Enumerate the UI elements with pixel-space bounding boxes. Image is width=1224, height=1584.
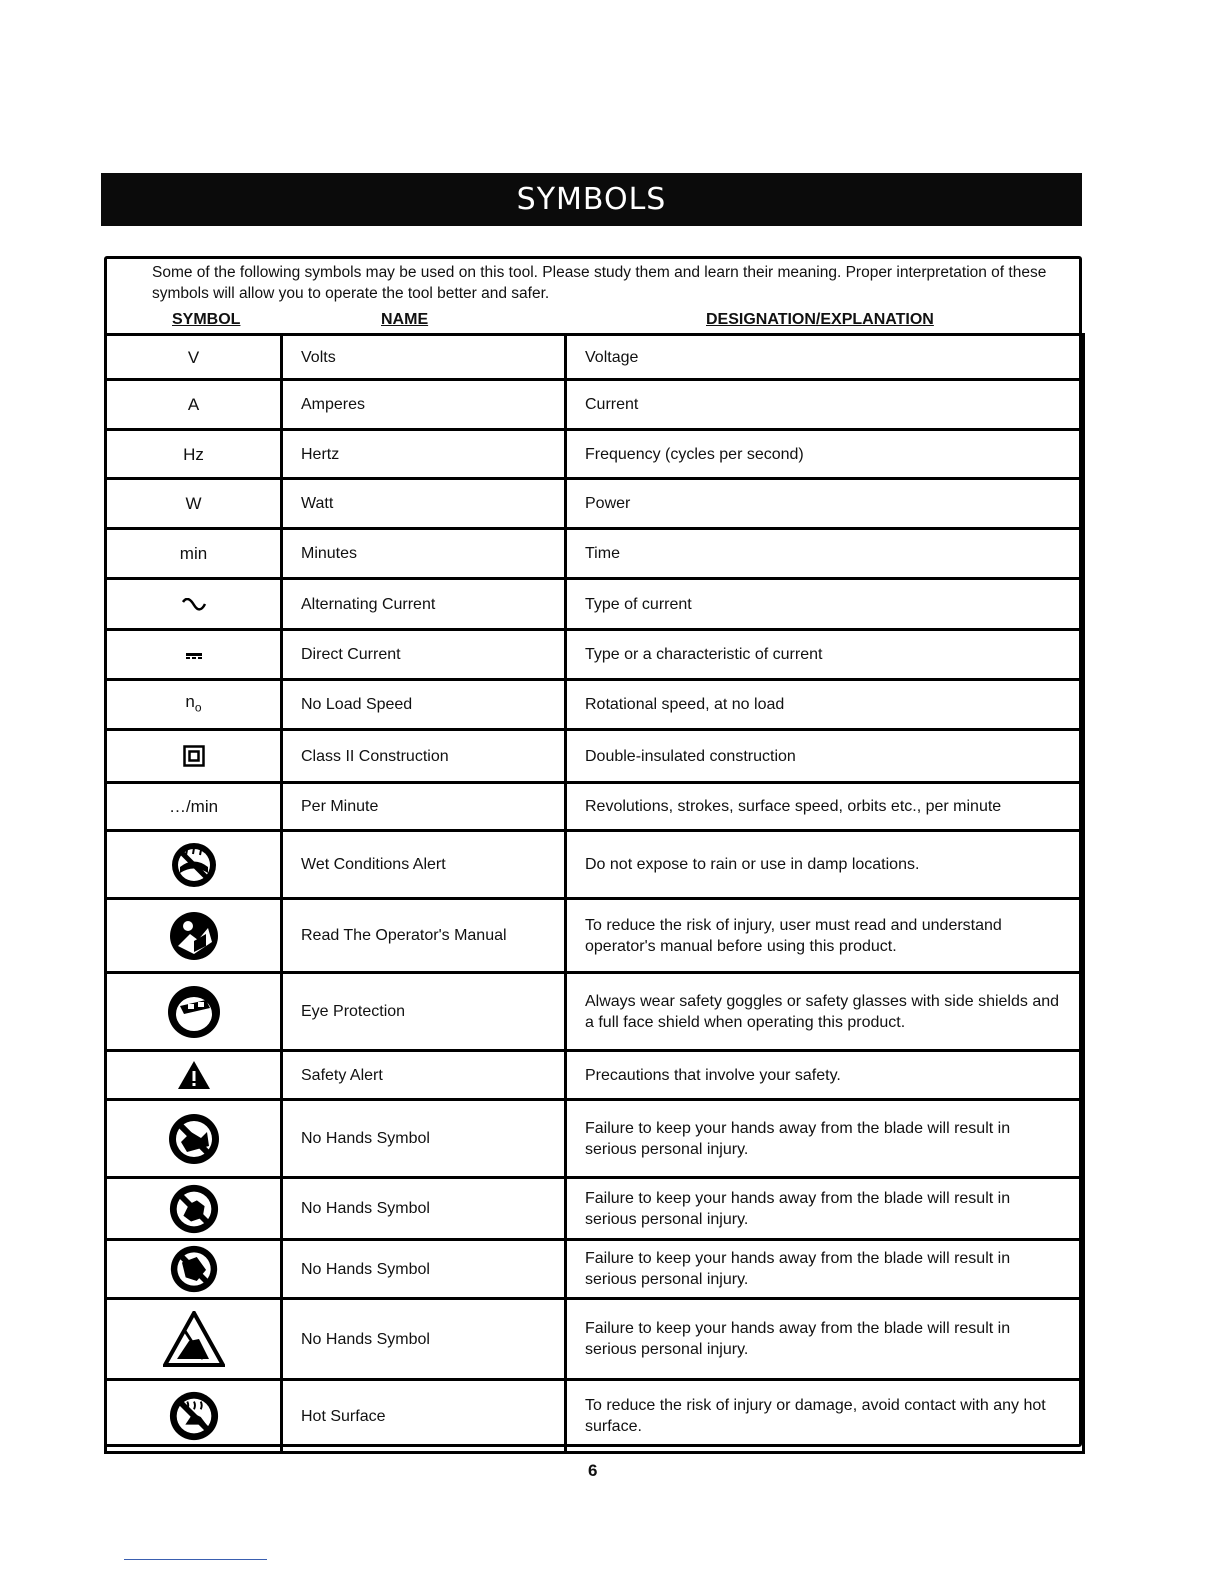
direct-current-icon — [186, 652, 202, 660]
name-cell: Amperes — [282, 380, 566, 430]
explanation-cell: To reduce the risk of injury or damage, avoid contact with any hot surface. — [566, 1380, 1084, 1453]
explanation-cell: Always wear safety goggles or safety glasses with side shields and a full face shield when operating this product. — [566, 973, 1084, 1051]
symbol-cell — [106, 973, 282, 1051]
explanation-cell: Voltage — [566, 335, 1084, 380]
symbol-cell: Hz — [106, 430, 282, 479]
name-cell: Hertz — [282, 430, 566, 479]
explanation-cell: Frequency (cycles per second) — [566, 430, 1084, 479]
table-row — [106, 831, 1084, 899]
wet-conditions-icon — [169, 840, 219, 890]
symbols-table — [104, 333, 1085, 1454]
name-cell: Wet Conditions Alert — [282, 831, 566, 899]
symbol-cell: …/min — [106, 783, 282, 831]
header-explanation: DESIGNATION/EXPLANATION — [706, 311, 934, 328]
explanation-cell: Failure to keep your hands away from the blade will result in serious personal injury. — [566, 1240, 1084, 1299]
page-number: 6 — [588, 1461, 598, 1480]
table-row — [106, 479, 1084, 529]
symbol-cell: W — [106, 479, 282, 529]
symbol-cell — [106, 831, 282, 899]
explanation-cell: Failure to keep your hands away from the blade will result in serious personal injury. — [566, 1299, 1084, 1380]
name-cell: No Hands Symbol — [282, 1178, 566, 1240]
explanation-cell: Precautions that involve your safety. — [566, 1051, 1084, 1100]
table-row — [106, 1240, 1084, 1299]
explanation-cell: Revolutions, strokes, surface speed, orbits etc., per minute — [566, 783, 1084, 831]
name-cell: Eye Protection — [282, 973, 566, 1051]
no-hands-warning-triangle-icon — [163, 1311, 225, 1367]
symbol-cell: A — [106, 380, 282, 430]
name-cell: Per Minute — [282, 783, 566, 831]
explanation-cell: To reduce the risk of injury, user must read and understand operator's manual before using this product. — [566, 899, 1084, 973]
no-hands-icon — [168, 1183, 220, 1235]
no-hands-icon — [169, 1244, 219, 1294]
explanation-cell: Time — [566, 529, 1084, 579]
name-cell: Watt — [282, 479, 566, 529]
no-hands-icon — [167, 1112, 221, 1166]
table-row — [106, 1299, 1084, 1380]
explanation-cell: Current — [566, 380, 1084, 430]
symbol-cell — [106, 1380, 282, 1453]
header-name: NAME — [381, 311, 429, 328]
table-row — [106, 630, 1084, 680]
name-cell: Alternating Current — [282, 579, 566, 630]
name-cell: Hot Surface — [282, 1380, 566, 1453]
symbol-cell — [106, 680, 282, 730]
explanation-cell: Double-insulated construction — [566, 730, 1084, 783]
symbol-cell: V — [106, 335, 282, 380]
name-cell: Class II Construction — [282, 730, 566, 783]
table-row — [106, 579, 1084, 630]
symbol-cell — [106, 1299, 282, 1380]
name-cell: No Hands Symbol — [282, 1299, 566, 1380]
table-row — [106, 380, 1084, 430]
symbol-cell — [106, 630, 282, 680]
symbol-cell — [106, 1240, 282, 1299]
explanation-cell: Type or a characteristic of current — [566, 630, 1084, 680]
table-row — [106, 783, 1084, 831]
header-symbol: SYMBOL — [172, 311, 241, 328]
symbol-cell — [106, 730, 282, 783]
eye-protection-icon — [166, 984, 222, 1040]
safety-alert-icon — [177, 1060, 211, 1090]
symbol-cell — [106, 579, 282, 630]
explanation-cell: Do not expose to rain or use in damp locations. — [566, 831, 1084, 899]
symbol-cell — [106, 1051, 282, 1100]
table-row — [106, 899, 1084, 973]
section-banner: SYMBOLS — [101, 173, 1082, 226]
table-row — [106, 680, 1084, 730]
name-cell: Safety Alert — [282, 1051, 566, 1100]
symbol-cell: min — [106, 529, 282, 579]
symbol-cell — [106, 1178, 282, 1240]
explanation-cell: Failure to keep your hands away from the blade will result in serious personal injury. — [566, 1178, 1084, 1240]
explanation-cell: Rotational speed, at no load — [566, 680, 1084, 730]
table-row — [106, 529, 1084, 579]
name-cell: Direct Current — [282, 630, 566, 680]
explanation-cell: Failure to keep your hands away from the blade will result in serious personal injury. — [566, 1100, 1084, 1178]
footer-rule — [124, 1559, 267, 1560]
class-ii-construction-icon — [183, 745, 205, 767]
explanation-cell: Power — [566, 479, 1084, 529]
symbol-text: n — [185, 691, 195, 711]
name-cell: Volts — [282, 335, 566, 380]
read-manual-icon — [168, 910, 220, 962]
table-row — [106, 1051, 1084, 1100]
hot-surface-icon — [168, 1390, 220, 1442]
alternating-current-icon — [181, 598, 207, 612]
name-cell: No Hands Symbol — [282, 1100, 566, 1178]
table-row — [106, 973, 1084, 1051]
intro-text: Some of the following symbols may be used on this tool. Please study them and learn their meaning. Proper interpretation of these symbols will allow you to operate the tool better and safer. — [152, 264, 1047, 302]
name-cell: No Load Speed — [282, 680, 566, 730]
explanation-cell: Type of current — [566, 579, 1084, 630]
table-row — [106, 730, 1084, 783]
table-row — [106, 1380, 1084, 1453]
symbol-cell — [106, 899, 282, 973]
name-cell: Read The Operator's Manual — [282, 899, 566, 973]
symbol-cell — [106, 1100, 282, 1178]
name-cell: Minutes — [282, 529, 566, 579]
table-row — [106, 335, 1084, 380]
symbol-subscript: o — [194, 700, 202, 715]
table-row — [106, 1100, 1084, 1178]
table-row — [106, 1178, 1084, 1240]
name-cell: No Hands Symbol — [282, 1240, 566, 1299]
table-row — [106, 430, 1084, 479]
